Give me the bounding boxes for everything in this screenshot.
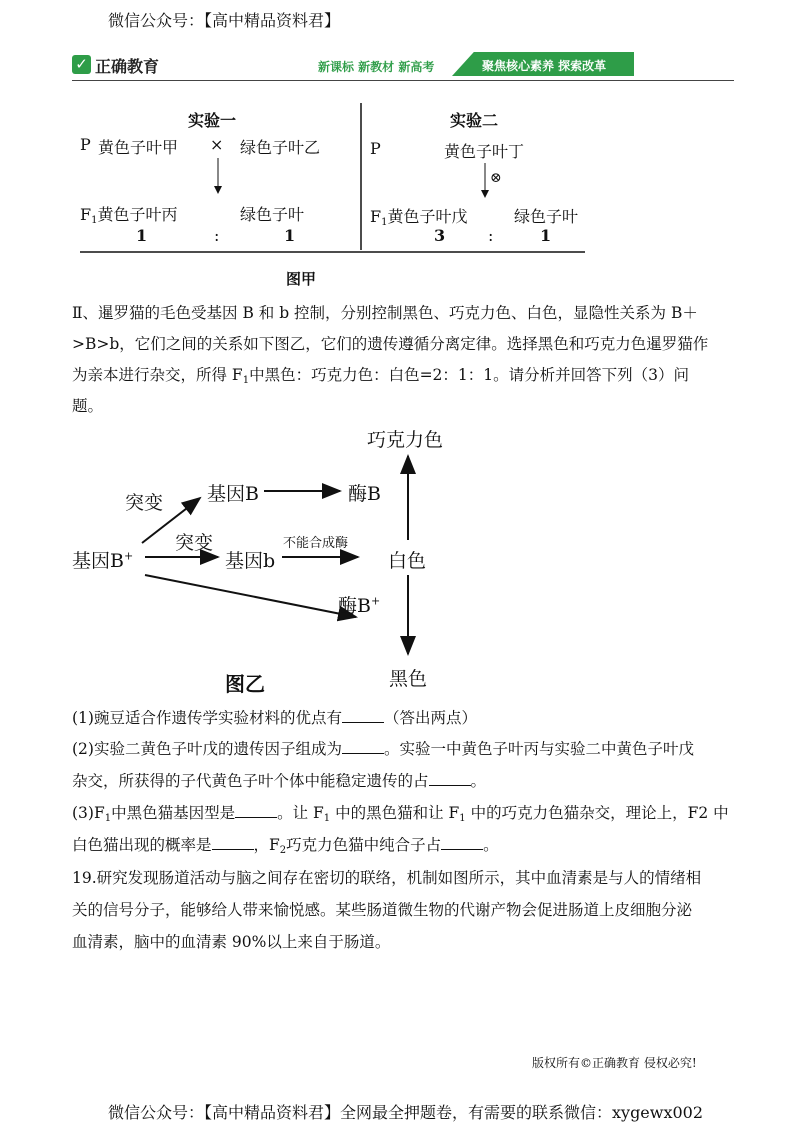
q3-text-g: ，F [253, 836, 280, 854]
slogan-left: 新课标 新教材 新高考 [318, 60, 435, 74]
exp1-ratio-sep: : [214, 226, 220, 245]
label-enzyme-Bplus-sup: + [370, 594, 381, 608]
q2-text-b: 。实验一中黄色子叶丙与实验二中黄色子叶戊 [383, 740, 694, 758]
exp1-title: 实验一 [188, 111, 237, 130]
q3-text-d: 中的黑色猫和让 F [330, 804, 460, 822]
q3-text-e: 中的巧克力色猫杂交，理论上，F2 中 [465, 804, 729, 822]
section2-line4: 题。 [72, 397, 104, 415]
figure-b-caption: 图乙 [225, 672, 265, 696]
exp2-ratio-left: 3 [434, 226, 446, 245]
label-black: 黑色 [389, 668, 428, 690]
q19-line1: 19.研究发现肠道活动与脑之间存在密切的联络，机制如图所示，其中血清素是与人的情绪相 [72, 869, 702, 887]
cross-symbol: × [210, 135, 224, 154]
exp1-f1-label: F [80, 205, 92, 224]
label-mutation-1: 突变 [125, 492, 164, 514]
q2-blank-2[interactable] [429, 771, 471, 786]
q3-blank-1[interactable] [235, 803, 277, 818]
label-chocolate: 巧克力色 [367, 429, 444, 451]
exp2-f1-sub: 1 [381, 217, 388, 228]
check-logo-icon: ✓ [72, 55, 91, 74]
label-mutation-2: 突变 [175, 532, 214, 554]
footer-wechat: 微信公众号：【高中精品资料君】全网最全押题卷，有需要的联系微信：xygewx002 [108, 1103, 704, 1122]
q2-blank-1[interactable] [342, 739, 384, 754]
exp1-ratio-right: 1 [284, 226, 296, 245]
q3-sub-4: 2 [279, 845, 287, 856]
q3-text-a: (3)F [72, 804, 105, 822]
exp2-offspring-right: 绿色子叶 [514, 207, 579, 226]
q2-text-c: 杂交，所获得的子代黄色子叶个体中能稳定遗传的占 [72, 772, 429, 790]
label-gene-Bplus: 基因B [72, 550, 124, 572]
q3-text-h: 巧克力色猫中纯合子占 [286, 836, 442, 854]
exp2-f1-label: F [370, 207, 382, 226]
q3-text-b: 中黑色猫基因型是 [111, 804, 236, 822]
label-cannot-enzyme: 不能合成酶 [283, 536, 349, 551]
q19-line3: 血清素，脑中的血清素 90%以上来自于肠道。 [72, 933, 391, 951]
q3-sub-2: 1 [323, 813, 331, 824]
copyright-text: 版权所有©正确教育 侵权必究! [532, 1056, 697, 1070]
q3-text-c: 。让 F [277, 804, 324, 822]
selfing-icon: ⊗ [490, 170, 502, 186]
section2-line3-sub: 1 [242, 375, 250, 386]
label-white: 白色 [388, 550, 427, 572]
exp1-parent-left: 黄色子叶甲 [98, 138, 179, 157]
q1-text: (1)豌豆适合作遗传学实验材料的优点有 [72, 709, 342, 727]
q3-sub-1: 1 [104, 813, 112, 824]
label-gene-Bplus-sup: + [123, 549, 134, 563]
q3-blank-3[interactable] [441, 835, 483, 850]
q3-text-f: 白色猫出现的概率是 [72, 836, 212, 854]
exp2-ratio-right: 1 [540, 226, 552, 245]
exp1-ratio-left: 1 [136, 226, 148, 245]
q3-sub-3: 1 [459, 813, 466, 824]
q19-line2: 关的信号分子，能够给人带来愉悦感。某些肠道微生物的代谢产物会促进肠道上皮细胞分泌 [72, 901, 693, 919]
exp1-offspring-right: 绿色子叶 [240, 205, 305, 224]
label-gene-b: 基因b [225, 550, 276, 572]
section2-line1: Ⅱ、暹罗猫的毛色受基因 B 和 b 控制，分别控制黑色、巧克力色、白色，显隐性关系为 B＋ [72, 304, 698, 322]
label-enzyme-B: 酶B [348, 483, 381, 505]
exp2-p-label: P [370, 139, 381, 158]
q3-text-i: 。 [483, 836, 499, 854]
section2-line2: >B>b，它们之间的关系如下图乙，它们的遗传遵循分离定律。选择黑色和巧克力色暹罗猫作 [72, 335, 709, 353]
logo-text: 正确教育 [95, 57, 160, 76]
section2-line3a: 为亲本进行杂交，所得 F [72, 366, 243, 384]
exp2-title: 实验二 [450, 111, 499, 130]
exp2-parent: 黄色子叶丁 [444, 142, 525, 161]
exp2-ratio-sep: : [488, 226, 494, 245]
exp1-offspring-left: 黄色子叶丙 [97, 205, 178, 224]
exp1-f1-sub: 1 [91, 215, 98, 226]
label-enzyme-Bplus: 酶B [338, 595, 371, 617]
q2-text-a: (2)实验二黄色子叶戊的遗传因子组成为 [72, 740, 342, 758]
exp1-p-label: P [80, 135, 91, 154]
exp2-offspring-left: 黄色子叶戊 [387, 207, 468, 226]
q1-blank[interactable] [342, 708, 384, 723]
figure-a-caption: 图甲 [286, 270, 317, 288]
q1-hint: （答出两点） [383, 709, 477, 727]
slogan-right: 聚焦核心素养 探索改革 [482, 59, 607, 73]
label-gene-B: 基因B [207, 483, 259, 505]
q3-blank-2[interactable] [212, 835, 254, 850]
section2-line3b: 中黑色：巧克力色：白色=2：1：1。请分析并回答下列（3）问 [249, 366, 689, 384]
exp1-parent-right: 绿色子叶乙 [240, 138, 321, 157]
top-wechat-text: 微信公众号：【高中精品资料君】 [108, 11, 341, 30]
q2-text-d: 。 [470, 772, 487, 790]
